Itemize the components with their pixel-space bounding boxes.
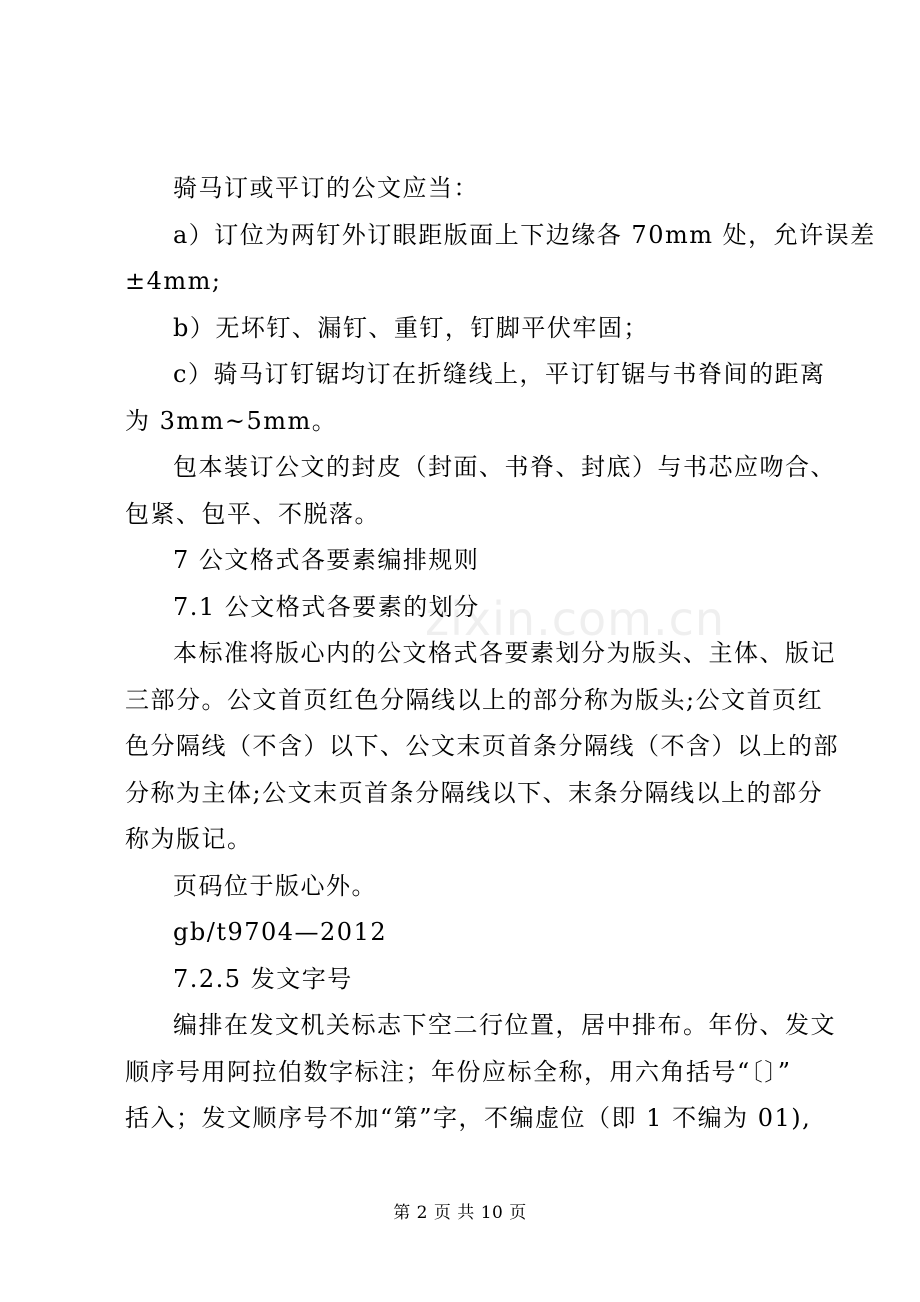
paragraph-line: a）订位为两钉外订眼距版面上下边缘各 70mm 处，允许误差 [173, 220, 876, 249]
paragraph-line: 分称为主体;公文末页首条分隔线以下、末条分隔线以上的部分 [125, 778, 824, 807]
paragraph-line: 括入；发文顺序号不加“第”字，不编虚位（即 1 不编为 01), [125, 1104, 812, 1132]
watermark: zixin.com.cn [425, 592, 726, 646]
paragraph-line: 称为版记。 [125, 825, 253, 853]
paragraph-line: 色分隔线（不含）以下、公文末页首条分隔线（不含）以上的部 [125, 732, 839, 760]
paragraph-line: b）无坏钉、漏钉、重钉，钉脚平伏牢固； [173, 313, 649, 342]
paragraph-line: 为 3mm~5mm。 [125, 406, 338, 435]
paragraph-line: 本标准将版心内的公文格式各要素划分为版头、主体、版记 [173, 639, 836, 667]
standard-reference: gb/t9704—2012 [173, 918, 388, 946]
page-footer: 第 2 页 共 10 页 [393, 1203, 527, 1223]
paragraph-line: 编排在发文机关标志下空二行位置，居中排布。年份、发文 [173, 1011, 836, 1039]
subsection-heading: 7.2.5 发文字号 [173, 964, 353, 993]
paragraph-line: 三部分。公文首页红色分隔线以上的部分称为版头;公文首页红 [125, 685, 824, 714]
paragraph-line: c）骑马订钉锯均订在折缝线上，平订钉锯与书脊间的距离 [173, 360, 826, 388]
section-heading: 7 公文格式各要素编排规则 [173, 546, 480, 574]
paragraph-line: ±4mm; [125, 267, 222, 295]
paragraph-line: 顺序号用阿拉伯数字标注；年份应标全称，用六角括号“〔〕” [125, 1057, 792, 1086]
document-body [125, 165, 876, 1142]
paragraph-line: 骑马订或平订的公文应当： [173, 174, 479, 202]
paragraph-line: 包本装订公文的封皮（封面、书脊、封底）与书芯应吻合、 [173, 453, 836, 481]
paragraph-line: 页码位于版心外。 [173, 871, 377, 900]
paragraph-line: 包紧、包平、不脱落。 [125, 499, 380, 528]
subsection-heading: 7.1 公文格式各要素的划分 [173, 592, 480, 621]
